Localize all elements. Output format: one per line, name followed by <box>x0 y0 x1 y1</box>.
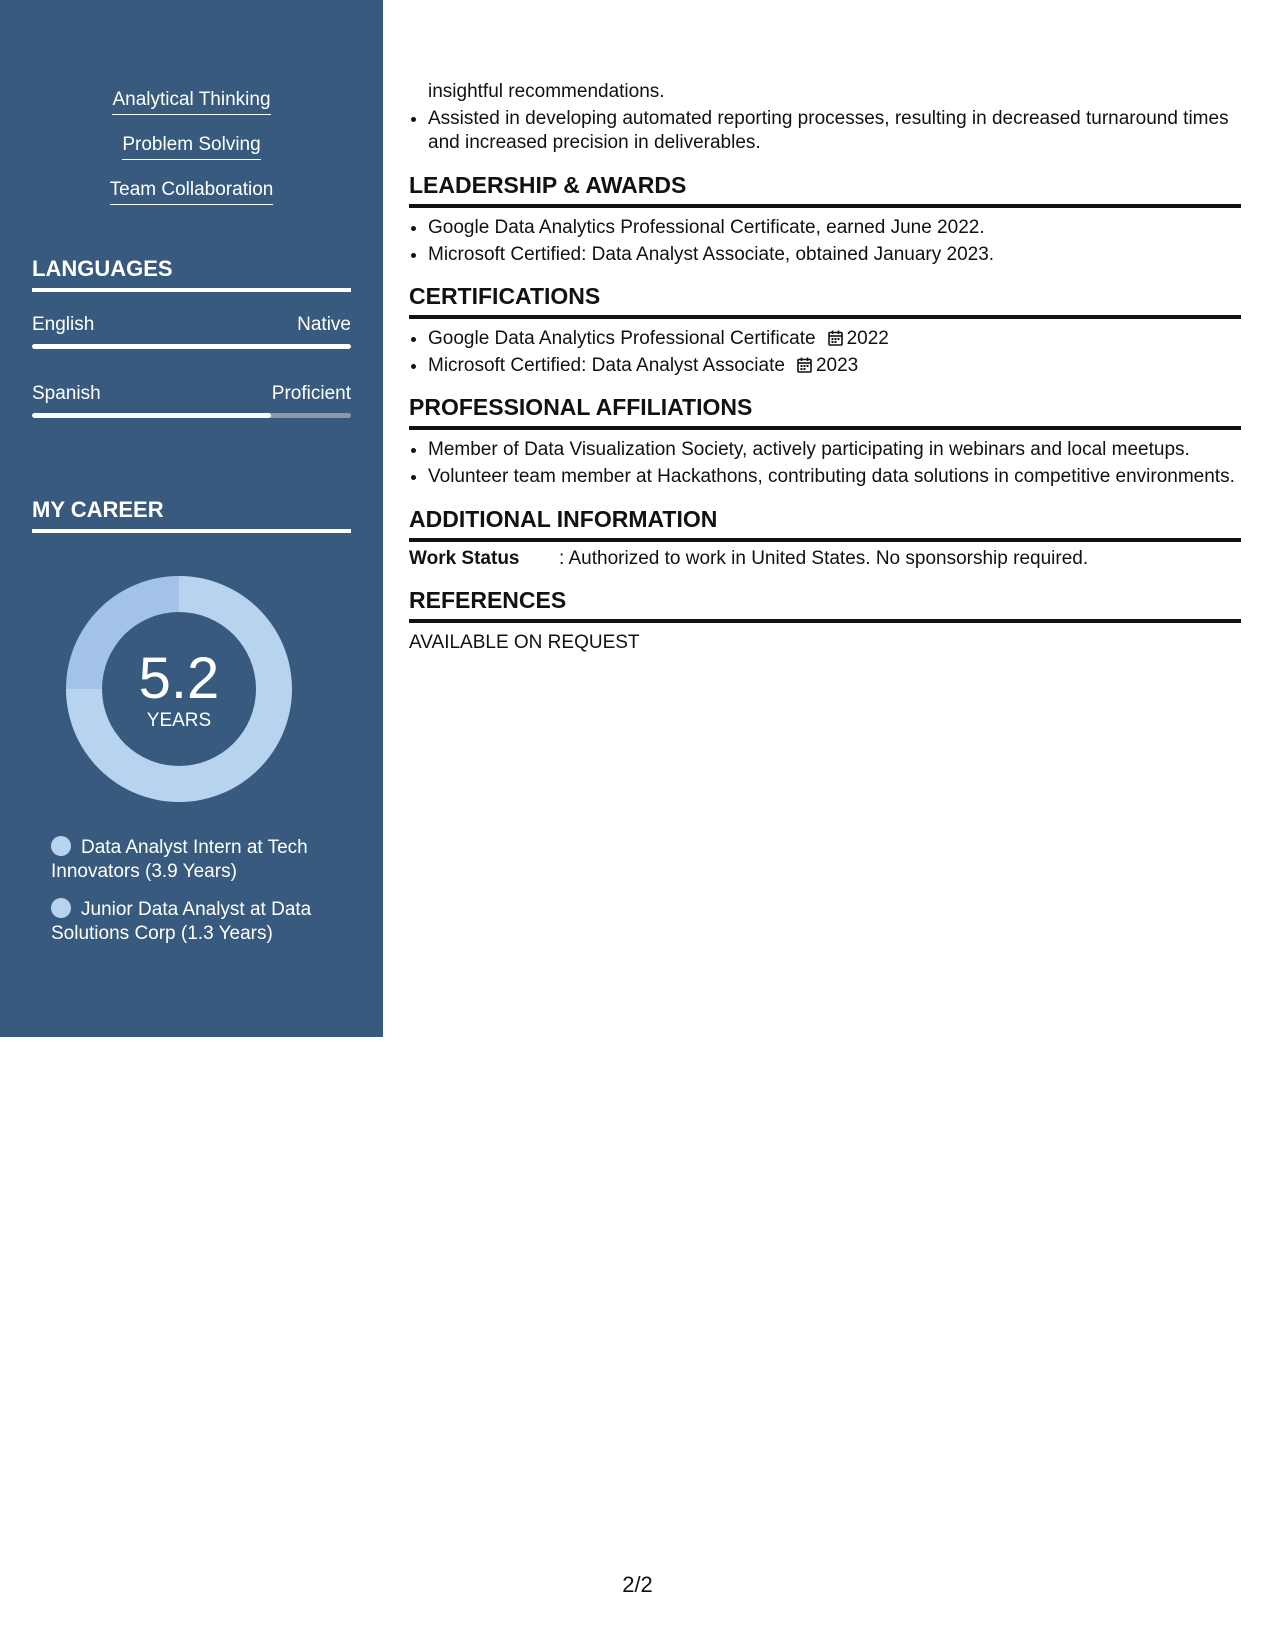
languages-heading: LANGUAGES <box>32 256 351 292</box>
language-bar-fill <box>32 413 271 418</box>
skill-item <box>0 178 383 205</box>
calendar-icon <box>797 357 812 373</box>
references-text: AVAILABLE ON REQUEST <box>409 632 640 653</box>
certification-name: Google Data Analytics Professional Certificate <box>428 328 816 349</box>
skill-item <box>0 133 383 160</box>
career-donut-chart <box>66 576 292 802</box>
references-heading: REFERENCES <box>409 587 1241 623</box>
list-item: • Google Data Analytics Professional Certificate, earned June 2022. <box>428 216 1241 240</box>
certification-item <box>428 327 1241 351</box>
career-legend-label: Data Analyst Intern at Tech Innovators (3.9 Years) <box>51 837 308 882</box>
career-legend-item <box>51 836 331 884</box>
certification-name: Microsoft Certified: Data Analyst Associate <box>428 355 785 376</box>
experience-bullets <box>409 107 1241 158</box>
language-bar-english <box>32 344 351 349</box>
work-status-value: : Authorized to work in United States. No sponsorship required. <box>559 548 1089 569</box>
legend-dot-icon <box>51 898 71 918</box>
list-item: • Assisted in developing automated reporting processes, resulting in decreased turnaround times and increased precision in deliverables. <box>428 107 1241 155</box>
career-years-unit: YEARS <box>146 710 212 731</box>
career-total-years: 5.2 <box>138 646 220 711</box>
language-name: English <box>32 314 95 335</box>
list-item: • Volunteer team member at Hackathons, contributing data solutions in competitive environments. <box>428 465 1241 489</box>
certifications-heading: CERTIFICATIONS <box>409 283 1241 319</box>
additional-info-heading: ADDITIONAL INFORMATION <box>409 506 1241 542</box>
affiliations-list <box>409 438 1241 492</box>
certification-year: 2023 <box>815 355 859 376</box>
experience-continued-line: insightful recommendations. <box>428 81 665 102</box>
language-row-spanish <box>32 382 351 406</box>
work-status-label: Work Status <box>409 548 520 569</box>
leadership-list <box>409 216 1241 270</box>
certifications-list <box>409 327 1241 381</box>
legend-dot-icon <box>51 836 71 856</box>
skill-item <box>0 88 383 115</box>
page-number: 2/2 <box>622 1572 653 1597</box>
leadership-heading: LEADERSHIP & AWARDS <box>409 172 1241 208</box>
certification-year: 2022 <box>846 328 889 349</box>
career-legend-item <box>51 898 331 946</box>
career-legend-label: Junior Data Analyst at Data Solutions Corp (1.3 Years) <box>51 899 312 944</box>
language-bar-fill <box>32 344 351 349</box>
skill-label: Problem Solving <box>122 133 260 160</box>
list-item: • Member of Data Visualization Society, actively participating in webinars and local meetups. <box>428 438 1241 462</box>
calendar-icon <box>828 330 843 346</box>
career-heading: MY CAREER <box>32 497 351 533</box>
affiliations-heading: PROFESSIONAL AFFILIATIONS <box>409 394 1241 430</box>
skill-label: Team Collaboration <box>110 178 274 205</box>
language-row-english <box>32 313 351 337</box>
language-level: Native <box>297 314 351 335</box>
language-bar-spanish <box>32 413 351 418</box>
sidebar <box>0 0 383 1037</box>
skill-label: Analytical Thinking <box>112 88 270 115</box>
language-name: Spanish <box>32 383 101 404</box>
list-item: • Microsoft Certified: Data Analyst Associate, obtained January 2023. <box>428 243 1241 267</box>
certification-item <box>428 354 1241 378</box>
language-level: Proficient <box>271 383 351 404</box>
